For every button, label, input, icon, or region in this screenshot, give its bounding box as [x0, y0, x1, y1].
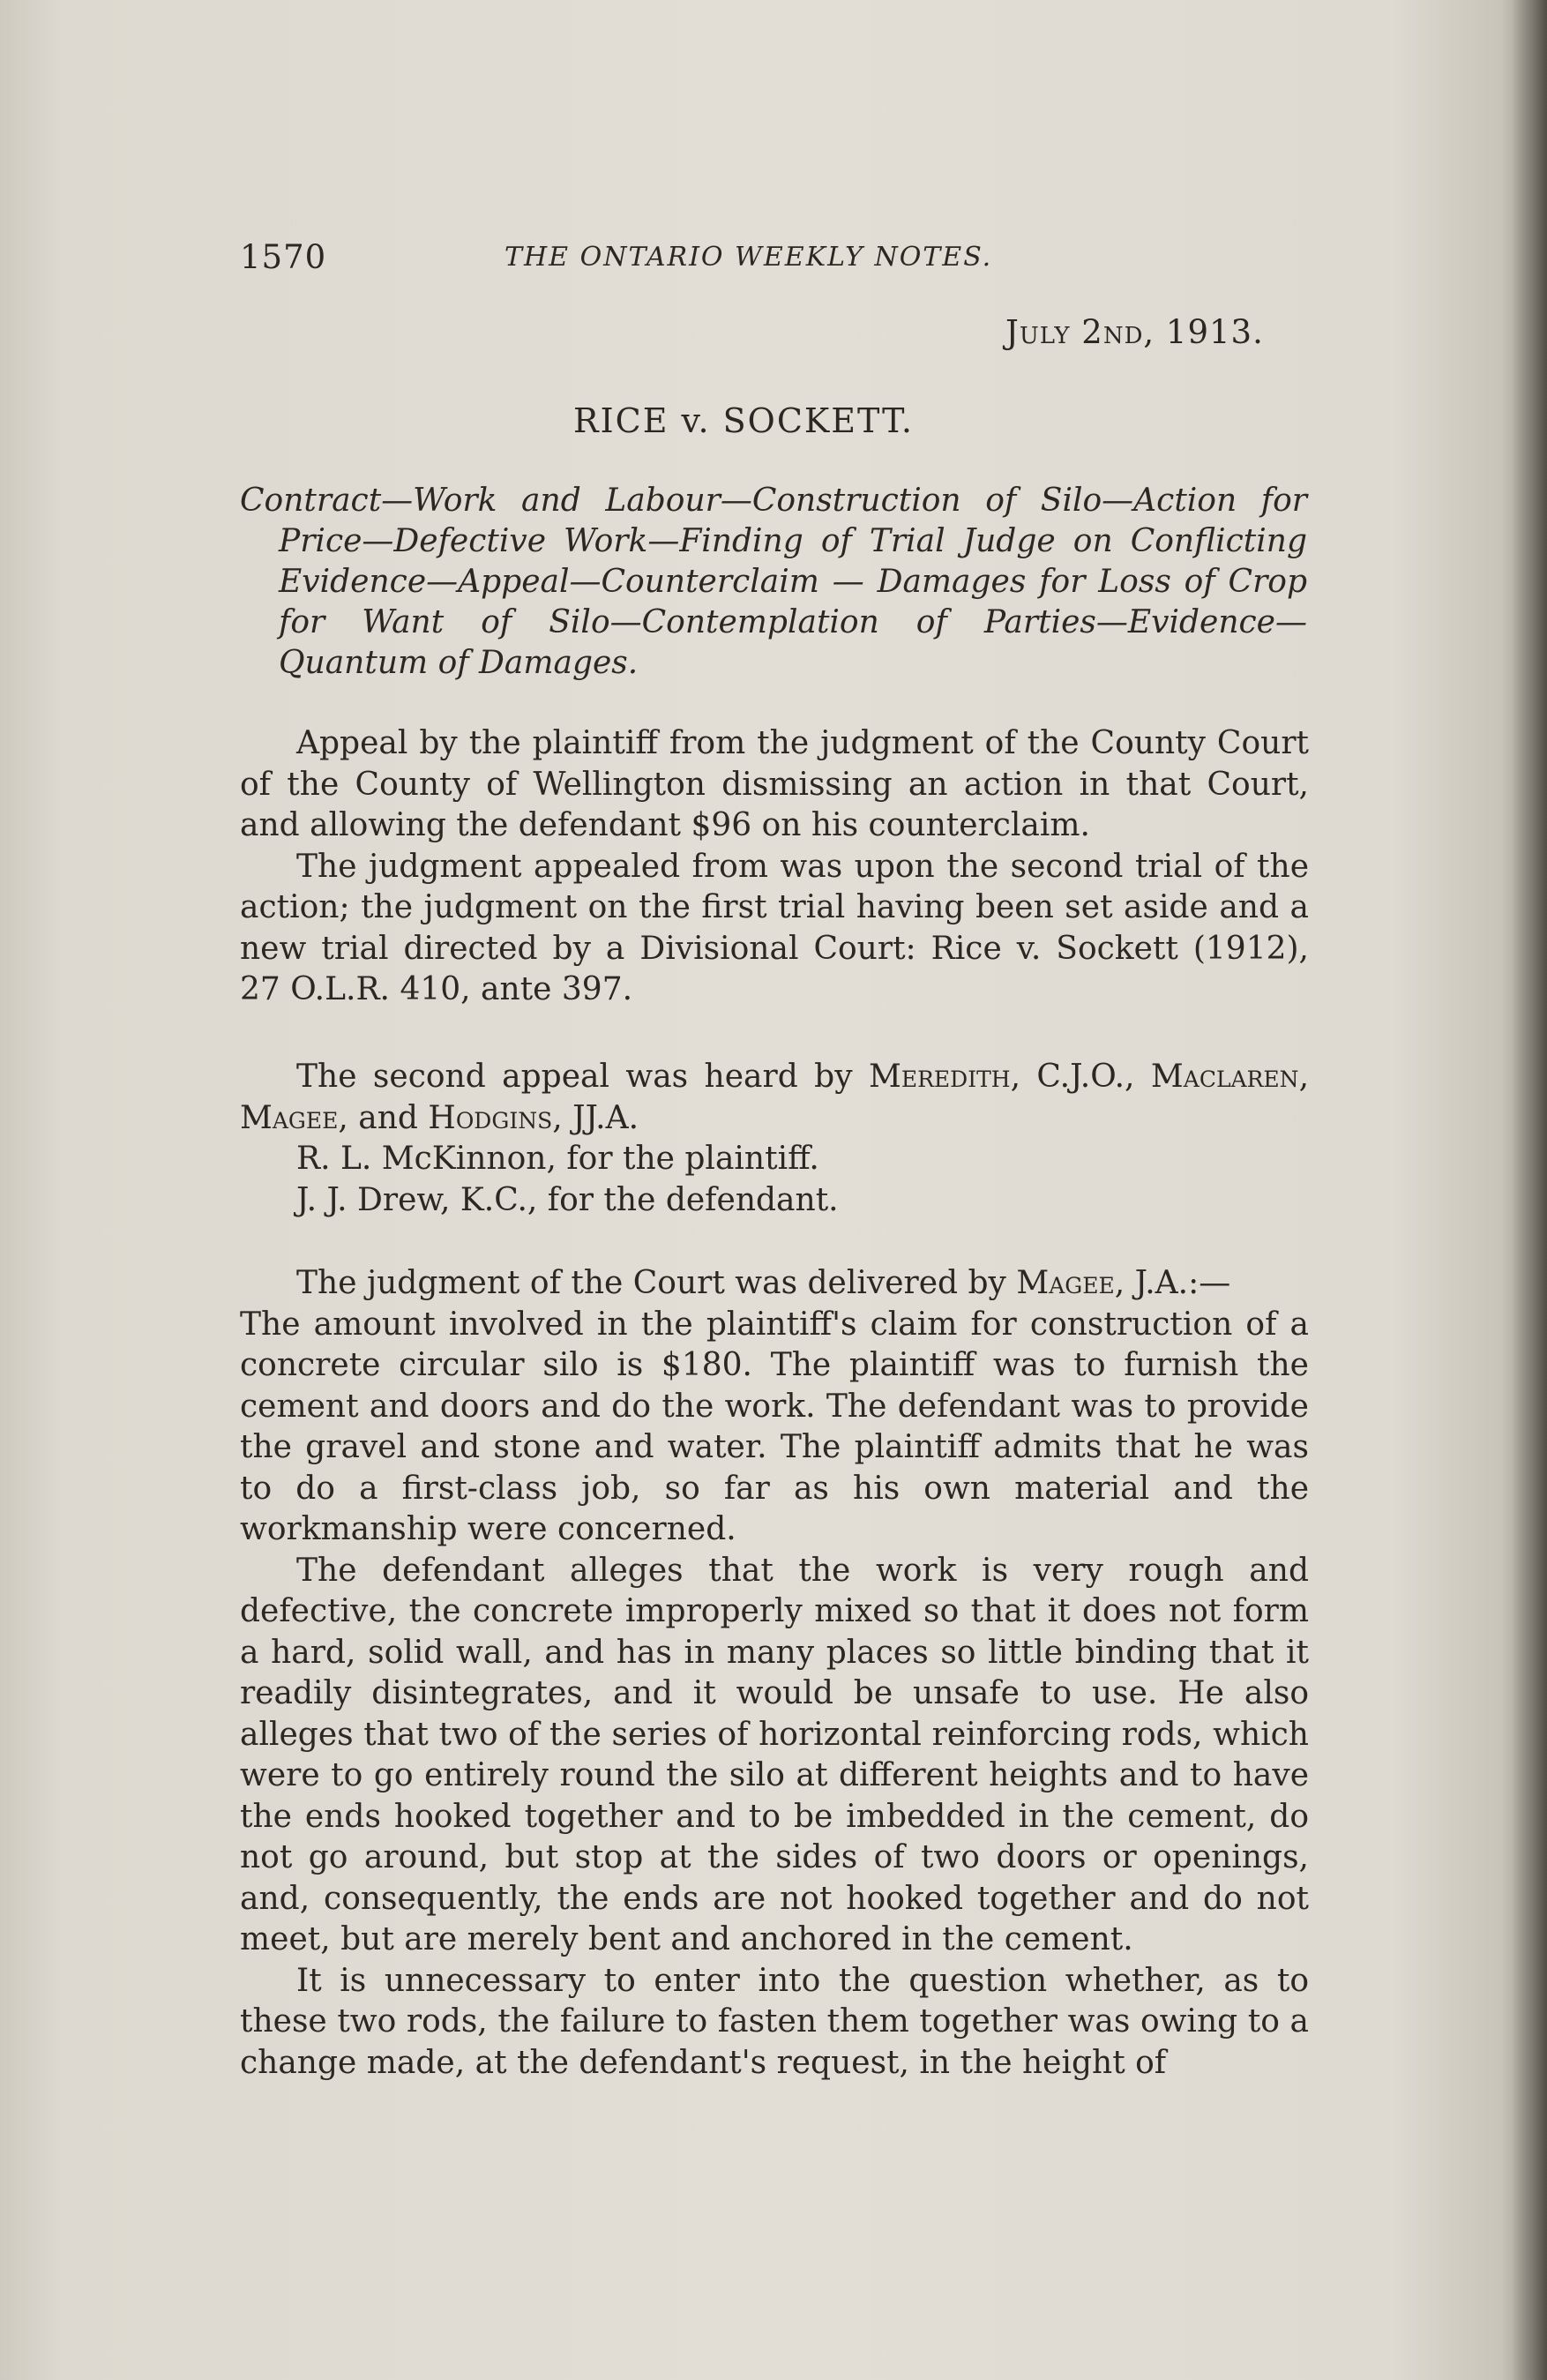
- counsel-defendant: J. J. Drew, K.C., for the defendant.: [296, 1181, 839, 1218]
- counsel-plaintiff: R. L. McKinnon, for the plaintiff.: [296, 1141, 819, 1177]
- hearing-sep-1: , C.J.O.,: [1010, 1059, 1151, 1095]
- case-title: RICE v. SOCKETT.: [573, 401, 914, 440]
- judge-maclaren: Maclaren: [1150, 1059, 1299, 1095]
- hearing-lead: The second appeal was heard by: [296, 1059, 869, 1095]
- page-number: 1570: [240, 238, 327, 276]
- judgment-section: [240, 1263, 1309, 2084]
- judgment-paragraph-3: It is unnecessary to enter into the question whether, as to these two rods, the failure to fasten them together was owing to a change made, at the defendant's request, in the height of: [240, 1962, 1309, 2081]
- headnote: [240, 481, 1307, 684]
- intro-paragraph-1: Appeal by the plaintiff from the judgment of the County Court of the County of Wellington dismissing an action in that Court, and allowing the defendant $96 on his counterclaim.: [240, 725, 1309, 843]
- hearing-tail: , JJ.A.: [552, 1099, 639, 1136]
- judgment-paragraph-1: [240, 1263, 1309, 1551]
- running-head: THE ONTARIO WEEKLY NOTES.: [504, 242, 993, 273]
- hearing-sep-3: , and: [338, 1099, 429, 1136]
- hearing-section: [240, 1057, 1309, 1221]
- judgment-paragraph-1-body: The amount involved in the plaintiff's claim for construction of a concrete circular silo is $180. The plaintiff was to furnish the cement and doors and do the work. The defendant was to provide the gravel and stone and water. The plaintiff admits that he was to do a first-class job, so far as his own material and the workmanship were concerned.: [240, 1306, 1309, 1547]
- hearing-paragraph: [240, 1057, 1309, 1139]
- judgment-judge: Magee: [1016, 1265, 1115, 1301]
- hearing-sep-2: ,: [1298, 1059, 1310, 1095]
- judgment-lead: The judgment of the Court was delivered by: [296, 1265, 1017, 1301]
- judgment-lead-tail: , J.A.:—: [1114, 1265, 1231, 1301]
- book-spine-shadow: [1512, 0, 1547, 2380]
- judge-meredith: Meredith: [868, 1059, 1011, 1095]
- page-header: [240, 231, 1298, 284]
- decision-date: July 2nd, 1913.: [1005, 313, 1264, 351]
- intro-section: [240, 723, 1309, 1011]
- judgment-paragraph-2: The defendant alleges that the work is very rough and defective, the concrete improperly mixed so that it does not form a hard, solid wall, and has in many places so little binding that it readily disintegrates, and it would be unsafe to use. He also alleges that two of the series of horizontal reinforcing rods, which were to go entirely round the silo at different heights and to have the ends hooked together and to be imbedded in the cement, do not go around, but stop at the sides of two doors or openings, and, consequently, the ends are not hooked together and do not meet, but are merely bent and anchored in the cement.: [240, 1552, 1309, 1957]
- judge-hodgins: Hodgins: [428, 1099, 553, 1136]
- intro-paragraph-2: The judgment appealed from was upon the second trial of the action; the judgment on the first trial having been set aside and a new trial directed by a Divisional Court: Rice v. Sockett (1912), 27 O.L.R. 410, ante 397.: [240, 848, 1309, 1007]
- judge-magee: Magee: [240, 1099, 339, 1136]
- headnote-text: Contract—Work and Labour—Construction of Silo—Action for Price—Defective Work—Finding of Trial Judge on Conflicting Evidence—Appeal—Counterclaim — Damages for Loss of Crop for Want of Silo—Contemplation of Parties—Evidence—Quantum of Damages.: [240, 483, 1307, 681]
